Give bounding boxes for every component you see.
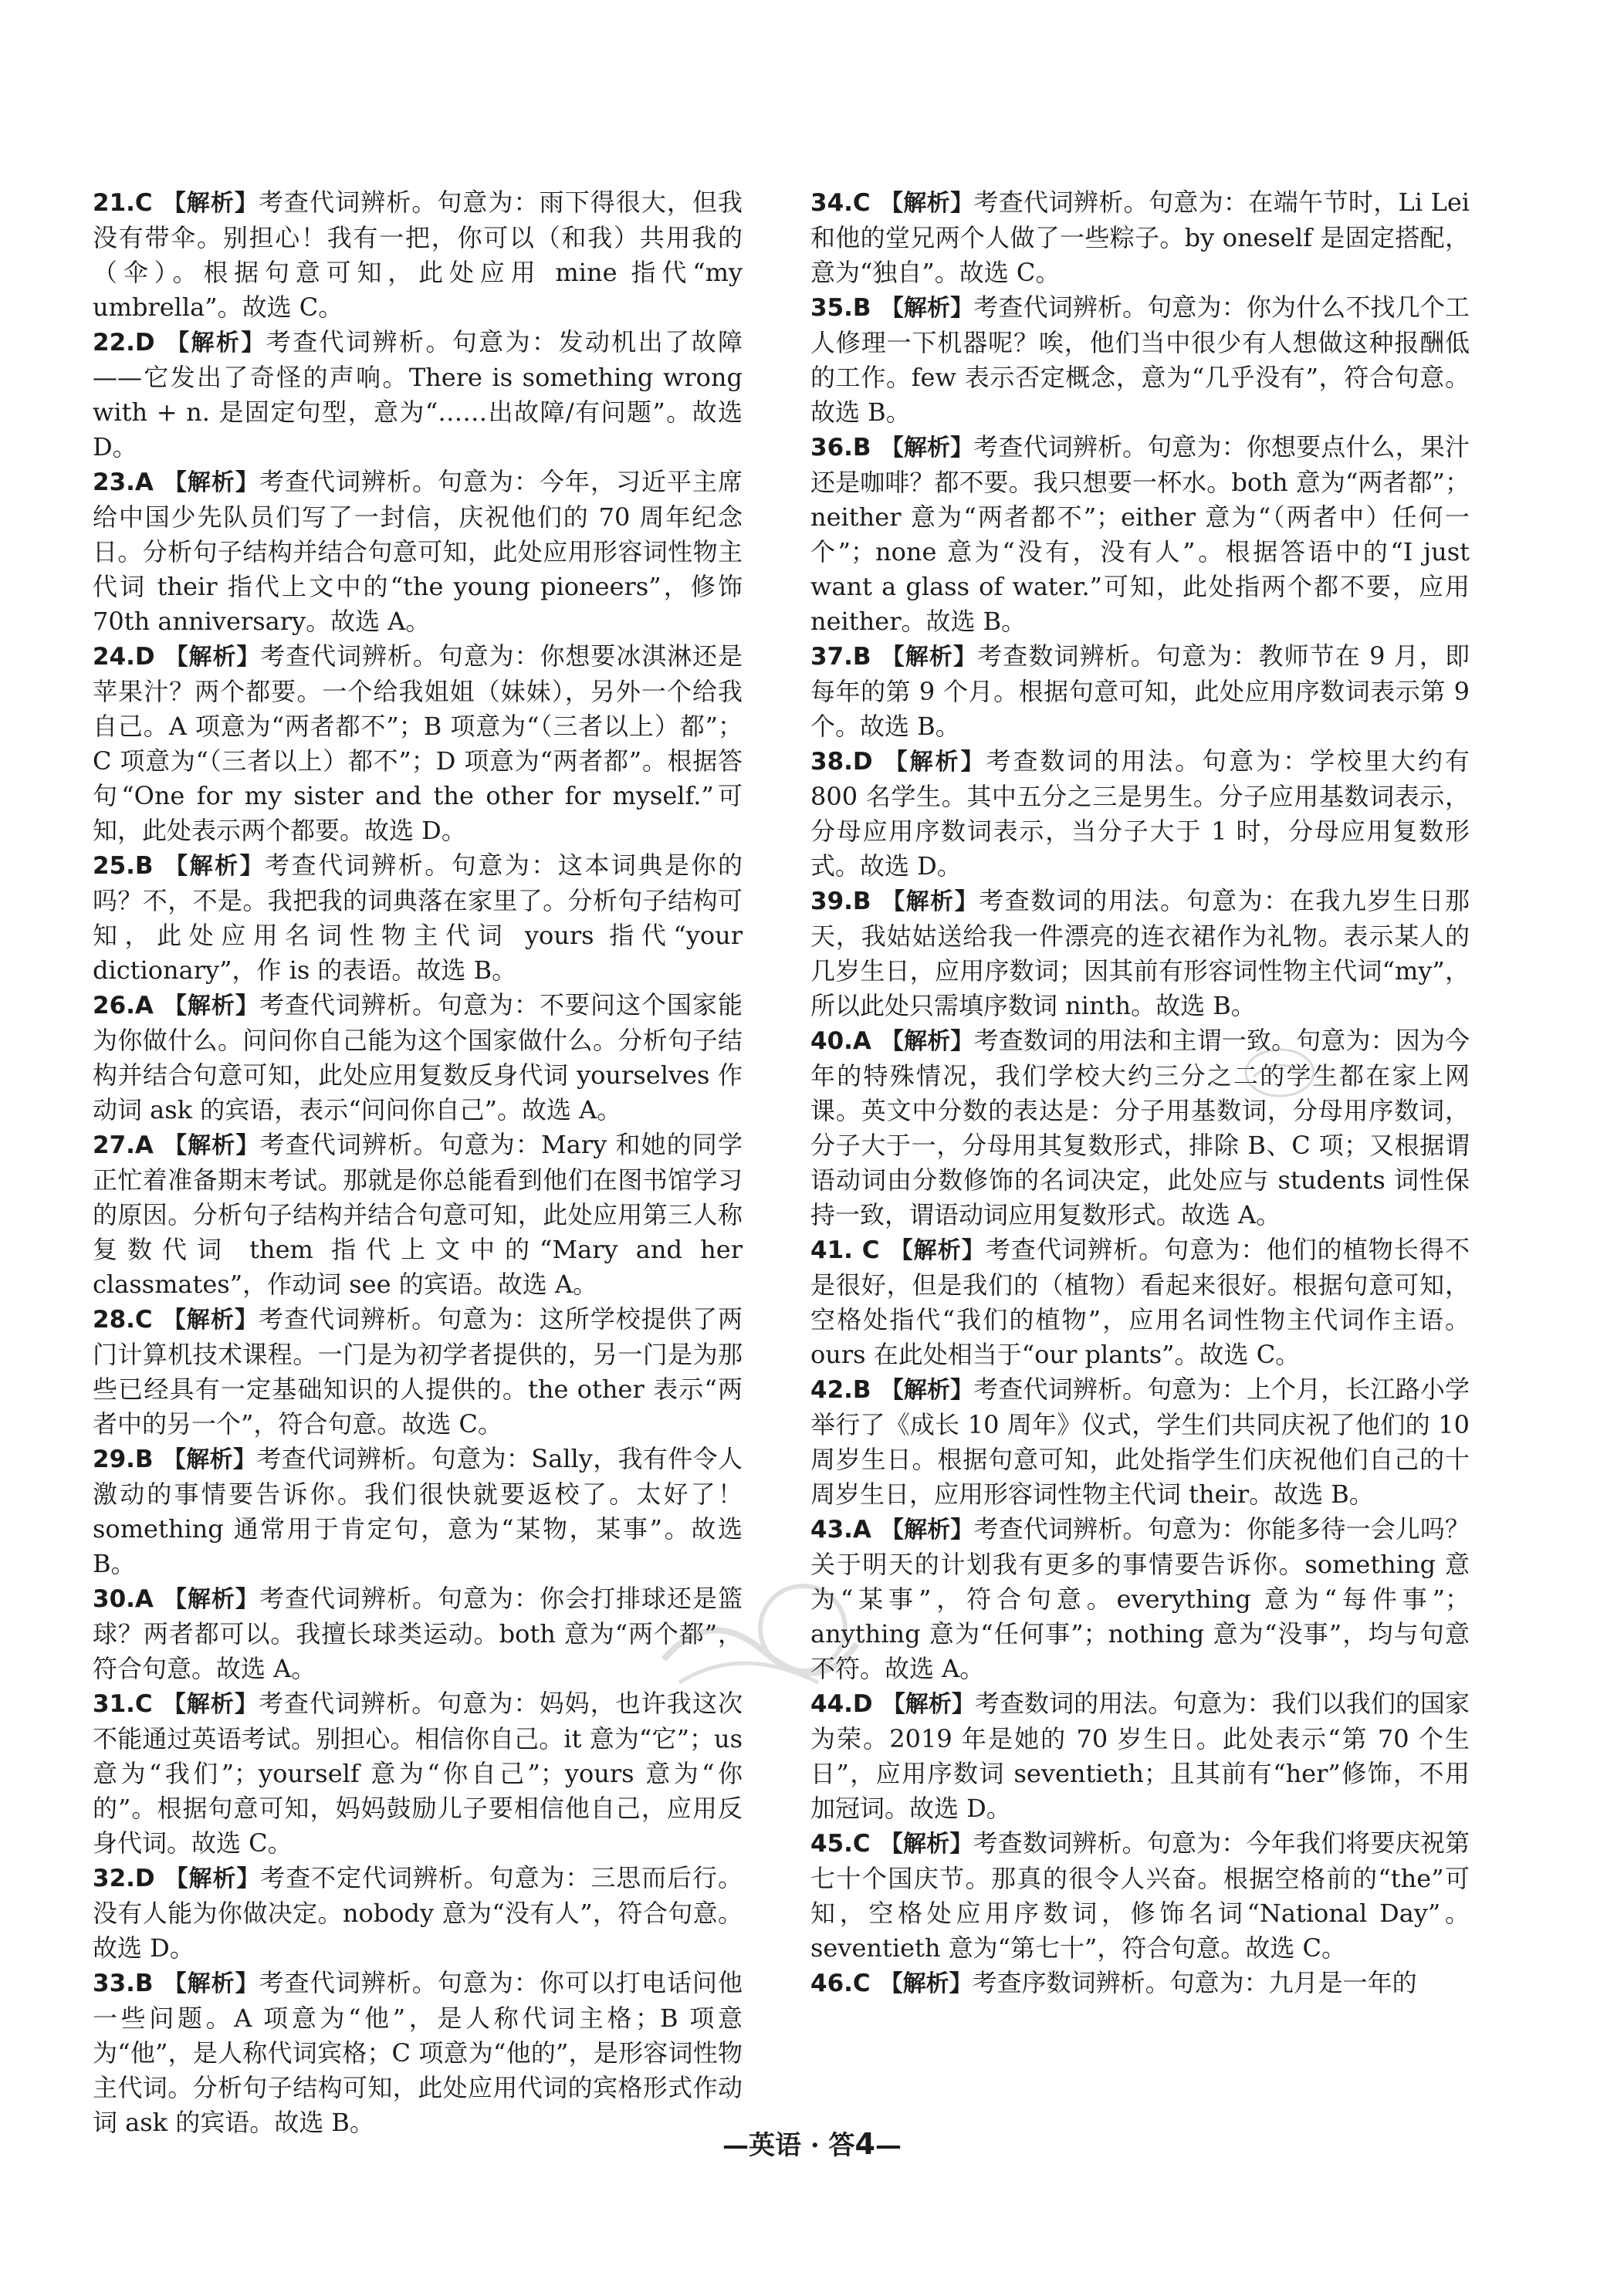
analysis-tag: 【解析】 [162,1970,259,1997]
answer-number: 39.B [810,888,871,915]
answer-entry-43 [810,1512,1470,1686]
answer-number: 27.A [93,1131,154,1159]
analysis-text: 考查代词辨析。句意为：发动机出了故障——它发出了奇怪的声响。There is something wrong with + n. 是固定句型，意为“……出故障/有问题”。故选 D。 [93,327,743,462]
page-number: 4 [854,2127,875,2161]
analysis-tag: 【解析】 [161,1691,259,1718]
footer-suffix: — [875,2130,902,2161]
answer-entry-39 [810,884,1470,1023]
analysis-tag: 【解析】 [880,888,979,915]
answer-number: 22.D [93,329,155,357]
analysis-text: 考查不定代词辨析。句意为：三思而后行。没有人能为你做决定。nobody 意为“没有人”，符合句意。故选 D。 [93,1863,743,1963]
analysis-text: 考查代词辨析。句意为：你可以打电话问他一些问题。A 项意为“他”，是人称代词主格；B 项意为“他”，是人称代词宾格；C 项意为“他的”，是形容词性物主代词。分析句子结构可知，此处应用代词的宾格形式作动词 ask 的宾语。故选 B。 [93,1968,743,2137]
answer-number: 40.A [810,1027,871,1055]
analysis-text: 考查代词辨析。句意为：Sally，我有件令人激动的事情要告诉你。我们很快就要返校了。太好了！something 通常用于肯定句，意为“某物，某事”。故选 B。 [93,1444,743,1578]
analysis-text: 考查数词的用法和主谓一致。句意为：因为今年的特殊情况，我们学校大约三分之二的学生都在家上网课。英文中分数的表达是：分子用基数词，分母用序数词，分子大于一，分母用其复数形式，排除 B、C 项；又根据谓语动词由分数修饰的名词决定，此处应与 students 词性保持一致，谓语动词应用复数形式。故选 A。 [810,1026,1470,1229]
analysis-text: 考查代词辨析。句意为：今年，习近平主席给中国少先队员们写了一封信，庆祝他们的 70 周年纪念日。分析句子结构并结合句意可知，此处应用形容词性物主代词 their 指代上文中的“the young pioneers”，修饰 70th anniversary。故选 A。 [93,467,743,636]
answer-number: 26.A [93,992,154,1020]
analysis-tag: 【解析】 [879,1970,973,1997]
analysis-tag: 【解析】 [162,1446,257,1473]
answer-number: 37.B [810,643,871,671]
analysis-text: 考查代词辨析。句意为：雨下得很大，但我没有带伞。别担心！我有一把，你可以（和我）共用我的（伞）。根据句意可知，此处应用 mine 指代“my umbrella”。故选 C。 [93,188,743,322]
footer-subject: —英语 · 答 [722,2130,855,2161]
answer-entry-24 [93,639,743,848]
answer-number: 35.B [810,294,871,322]
answer-entry-26 [93,988,743,1128]
analysis-tag: 【解析】 [881,1691,975,1718]
page-footer [0,2124,1624,2162]
analysis-tag: 【解析】 [162,993,259,1020]
answer-number: 34.C [810,189,871,217]
analysis-tag: 【解析】 [161,1307,259,1334]
analysis-text: 考查代词辨析。句意为：你想要点什么，果汁还是咖啡？都不要。我只想要一杯水。both 意为“两者都”；neither 意为“两者都不”；either 意为“（两者中）任何一个”；none 意为“没有，没有人”。根据答语中的“I just want a glass of water.”可知，此处指两个都不要，应用 neither。故选 B。 [810,432,1470,636]
answer-entry-35 [810,290,1470,430]
answer-number: 32.D [93,1865,155,1892]
answer-number: 36.B [810,434,871,462]
analysis-tag: 【解析】 [879,190,974,217]
answer-number: 28.C [93,1306,153,1334]
answer-entry-28 [93,1302,743,1442]
answer-entry-23 [93,465,743,639]
answer-number: 38.D [810,748,873,776]
analysis-text: 考查代词辨析。句意为：你会打排球还是篮球？两者都可以。我擅长球类运动。both 意为“两个都”，符合句意。故选 A。 [93,1584,743,1683]
answer-number: 44.D [810,1690,873,1718]
left-column [93,185,743,2140]
analysis-tag: 【解析】 [164,330,266,357]
answer-number: 30.A [93,1585,154,1613]
answer-entry-46 [810,1966,1470,2001]
answer-number: 45.C [810,1830,871,1858]
analysis-tag: 【解析】 [164,1865,261,1892]
analysis-tag: 【解析】 [879,1831,973,1858]
analysis-text: 考查数词的用法。句意为：学校里大约有 800 名学生。其中五分之三是男生。分子应用基数词表示，分母应用序数词表示，当分子大于 1 时，分母应用复数形式。故选 D。 [810,746,1470,881]
right-column [810,185,1470,2001]
analysis-tag: 【解析】 [880,1377,974,1404]
analysis-text: 考查序数词辨析。句意为：九月是一年的 [972,1968,1417,1997]
answer-entry-37 [810,639,1470,744]
answer-entry-22 [93,325,743,465]
answer-entry-27 [93,1128,743,1302]
answer-number: 24.D [93,643,155,671]
analysis-tag: 【解析】 [162,1132,260,1159]
answer-number: 43.A [810,1516,871,1544]
answer-entry-29 [93,1442,743,1581]
answer-number: 25.B [93,852,154,880]
answer-entry-44 [810,1686,1470,1826]
answer-entry-42 [810,1372,1470,1512]
answer-number: 33.B [93,1970,154,1997]
answer-entry-21 [93,185,743,325]
analysis-text: 考查代词辨析。句意为：他们的植物长得不是很好，但是我们的（植物）看起来很好。根据句意可知，空格处指代“我们的植物”，应用名词性物主代词作主语。ours 在此处相当于“our plants”。故选 C。 [810,1235,1470,1369]
analysis-tag: 【解析】 [164,644,261,671]
analysis-tag: 【解析】 [888,1237,986,1264]
analysis-text: 考查代词辨析。句意为：上个月，长江路小学举行了《成长 10 周年》仪式，学生们共同庆祝了他们的 10 周岁生日。根据句意可知，此处指学生们庆祝他们自己的十周岁生日，应用形容词性物主代词 their。故选 B。 [810,1375,1470,1509]
analysis-tag: 【解析】 [161,190,259,217]
analysis-text: 考查数词的用法。句意为：我们以我们的国家为荣。2019 年是她的 70 岁生日。此处表示“第 70 个生日”，应用序数词 seventieth；且其前有“her”修饰，不用加冠词。故选 D。 [810,1689,1470,1823]
answer-number: 23.A [93,468,154,496]
answer-number: 21.C [93,189,153,217]
analysis-text: 考查代词辨析。句意为：在端午节时，Li Lei和他的堂兄两个人做了一些粽子。by oneself 是固定搭配，意为“独自”。故选 C。 [810,188,1470,287]
analysis-text: 考查数词辨析。句意为：教师节在 9 月，即每年的第 9 个月。根据句意可知，此处应用序数词表示第 9 个。故选 B。 [810,641,1470,741]
analysis-tag: 【解析】 [880,1517,974,1544]
answer-number: 29.B [93,1446,154,1473]
answer-entry-41 [810,1233,1470,1372]
answer-entry-34 [810,185,1470,290]
analysis-tag: 【解析】 [880,644,978,671]
answer-entry-45 [810,1826,1470,1966]
analysis-text: 考查代词辨析。句意为：妈妈，也许我这次不能通过英语考试。别担心。相信你自己。it 意为“它”；us 意为“我们”；yourself 意为“你自己”；yours 意为“你的”。根据句意可知，妈妈鼓励儿子要相信他自己，应用反身代词。故选 C。 [93,1689,743,1858]
answer-entry-36 [810,430,1470,639]
analysis-text: 考查数词辨析。句意为：今年我们将要庆祝第七十个国庆节。那真的很令人兴奋。根据空格前的“the”可知，空格处应用序数词，修饰名词“National Day”。seventieth 意为“第七十”，符合句意。故选 C。 [810,1828,1470,1963]
analysis-tag: 【解析】 [162,853,266,880]
analysis-text: 考查代词辨析。句意为：你想要冰淇淋还是苹果汁？两个都要。一个给我姐姐（妹妹），另外一个给我自己。A 项意为“两者都不”；B 项意为“（三者以上）都”；C 项意为“（三者以上）都不”；D 项意为“两者都”。根据答句“One for my sister and the other for myself.”可知，此处表示两个都要。故选 D。 [93,641,743,845]
answer-entry-30 [93,1581,743,1686]
analysis-text: 考查代词辨析。句意为：不要问这个国家能为你做什么。问问你自己能为这个国家做什么。分析句子结构并结合句意可知，此处应用复数反身代词 yourselves 作动词 ask 的宾语，表示“问问你自己”。故选 A。 [93,990,743,1124]
answer-entry-32 [93,1861,743,1966]
analysis-text: 考查数词的用法。句意为：在我九岁生日那天，我姑姑送给我一件漂亮的连衣裙作为礼物。表示某人的几岁生日，应用序数词；因其前有形容词性物主代词“my”，所以此处只需填序数词 ninth。故选 B。 [810,886,1470,1020]
analysis-text: 考查代词辨析。句意为：这所学校提供了两门计算机技术课程。一门是为初学者提供的，另一门是为那些已经具有一定基础知识的人提供的。the other 表示“两者中的另一个”，符合句意。故选 C。 [93,1304,743,1439]
answer-number: 41. C [810,1236,880,1264]
analysis-text: 考查代词辨析。句意为：这本词典是你的吗？不，不是。我把我的词典落在家里了。分析句子结构可知，此处应用名词性物主代词 yours 指代“your dictionary”，作 is 的表语。故选 B。 [93,850,743,985]
analysis-text: 考查代词辨析。句意为：Mary 和她的同学正忙着准备期末考试。那就是你总能看到他们在图书馆学习的原因。分析句子结构并结合句意可知，此处应用第三人称复数代词 them 指代上文中的“Mary and her classmates”，作动词 see 的宾语。故选 A。 [93,1130,743,1299]
analysis-text: 考查代词辨析。句意为：你能多待一会儿吗？关于明天的计划我有更多的事情要告诉你。something 意为“某事”，符合句意。everything 意为“每件事”；anything 意为“任何事”；nothing 意为“没事”，均与句意不符。故选 A。 [810,1514,1470,1683]
analysis-tag: 【解析】 [880,295,974,322]
answer-number: 46.C [810,1970,871,1997]
analysis-tag: 【解析】 [162,469,259,496]
answer-entry-31 [93,1686,743,1861]
analysis-tag: 【解析】 [881,749,986,776]
answer-entry-38 [810,744,1470,884]
analysis-tag: 【解析】 [880,1028,974,1055]
answer-entry-40 [810,1023,1470,1233]
answer-entry-33 [93,1966,743,2140]
analysis-tag: 【解析】 [880,435,974,462]
stamp-mark [1243,1046,1317,1100]
analysis-text: 考查代词辨析。句意为：你为什么不找几个工人修理一下机器呢？唉，他们当中很少有人想做这种报酬低的工作。few 表示否定概念，意为“几乎没有”，符合句意。故选 B。 [810,293,1470,427]
answer-number: 31.C [93,1690,153,1718]
analysis-tag: 【解析】 [162,1586,259,1613]
answer-entry-25 [93,848,743,988]
answer-number: 42.B [810,1376,871,1404]
